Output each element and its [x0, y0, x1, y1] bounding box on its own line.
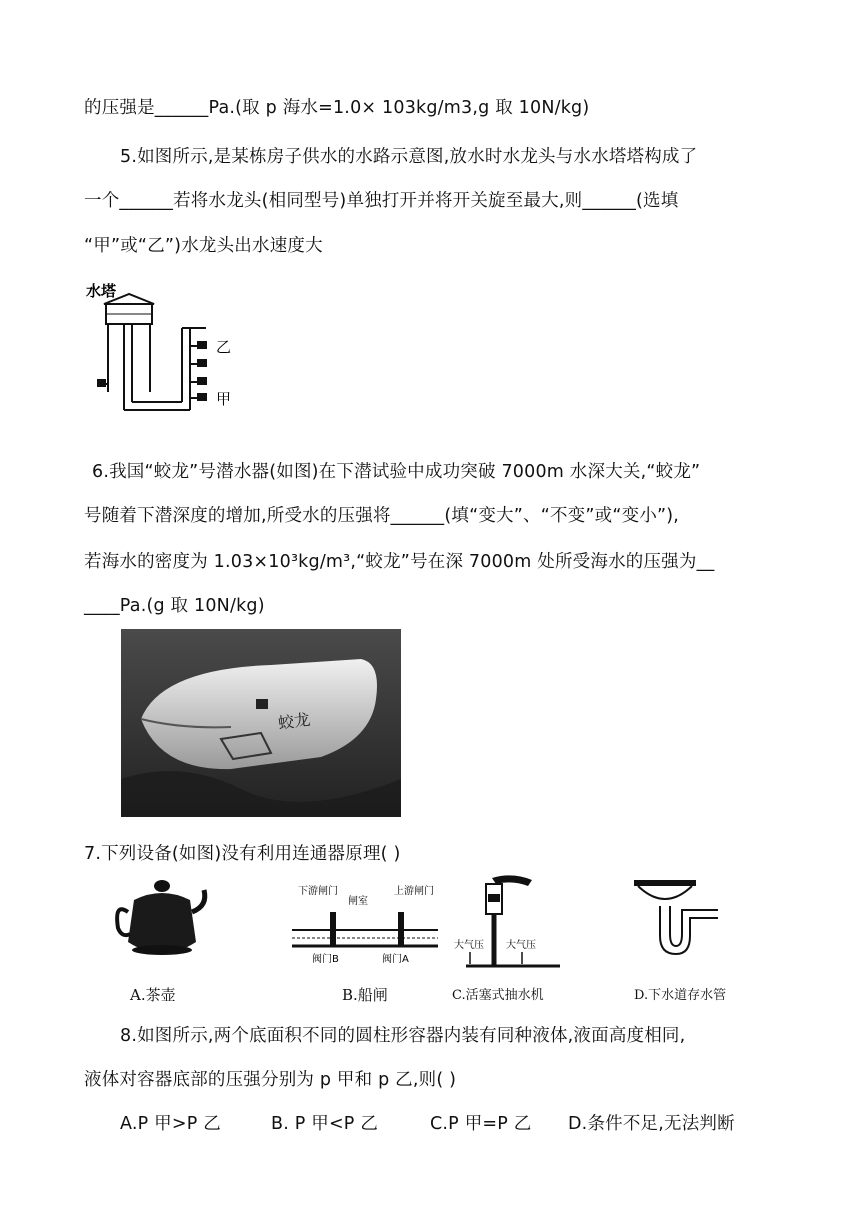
- teapot-figure: [112, 872, 212, 972]
- option-d-caption: D.下水道存水管: [634, 988, 727, 1003]
- option-c-caption: C.活塞式抽水机: [452, 988, 544, 1003]
- q8-choice-c: C.P 甲=P 乙: [430, 1114, 532, 1134]
- ship-lock-figure: [290, 882, 440, 982]
- q8-choice-b: B. P 甲<P 乙: [271, 1114, 379, 1134]
- q8-choice-d: D.条件不足,无法判断: [568, 1114, 735, 1134]
- submersible-name-text: 蛟龙: [276, 709, 312, 733]
- q5-line-3: “甲”或“乙”)水龙头出水速度大: [84, 236, 323, 256]
- downstream-gate-label: 下游闸门: [298, 886, 338, 897]
- q5-line-2: 一个______若将水龙头(相同型号)单独打开并将开关旋至最大,则______(选填: [84, 191, 679, 211]
- faucet-yi-label: 乙: [216, 338, 232, 356]
- q8-line-2: 液体对容器底部的压强分别为 p 甲和 p 乙,则( ): [84, 1070, 457, 1090]
- atm-pressure-right-label: 大气压: [506, 940, 536, 951]
- piston-pump-figure: [452, 870, 572, 980]
- valve-b-label: 阀门B: [312, 954, 339, 965]
- atm-pressure-left-label: 大气压: [454, 940, 484, 951]
- q6-line-4: ____Pa.(g 取 10N/kg): [84, 596, 265, 616]
- q4-tail-text: 的压强是______Pa.(取 p 海水=1.0× 103kg/m3,g 取 10N/kg): [84, 98, 590, 118]
- drain-trap-figure: [630, 872, 730, 982]
- q6-line-2: 号随着下潜深度的增加,所受水的压强将______(填“变大”、“不变”或“变小”),: [84, 506, 680, 526]
- chamber-label: 闸室: [348, 896, 368, 907]
- valve-a-label: 阀门A: [382, 954, 409, 965]
- option-b-caption: B.船闸: [342, 986, 388, 1004]
- submersible-photo: [121, 629, 401, 817]
- q6-line-1: 6.我国“蛟龙”号潜水器(如图)在下潜试验中成功突破 7000m 水深大关,“蛟龙”: [92, 462, 701, 482]
- option-a-caption: A.茶壶: [130, 986, 176, 1004]
- q5-line-1: 5.如图所示,是某栋房子供水的水路示意图,放水时水龙头与水水塔塔构成了: [120, 147, 698, 167]
- water-tower-label: 水塔: [86, 282, 117, 300]
- faucet-jia-label: 甲: [216, 390, 232, 408]
- water-tower-diagram: [84, 280, 254, 420]
- q6-line-3: 若海水的密度为 1.03×10³kg/m³,“蛟龙”号在深 7000m 处所受海水的压强为__: [84, 552, 715, 572]
- q7-line-1: 7.下列设备(如图)没有利用连通器原理( ): [84, 844, 401, 864]
- q8-choice-a: A.P 甲>P 乙: [120, 1114, 221, 1134]
- upstream-gate-label: 上游闸门: [394, 886, 434, 897]
- q8-line-1: 8.如图所示,两个底面积不同的圆柱形容器内装有同种液体,液面高度相同,: [120, 1026, 686, 1046]
